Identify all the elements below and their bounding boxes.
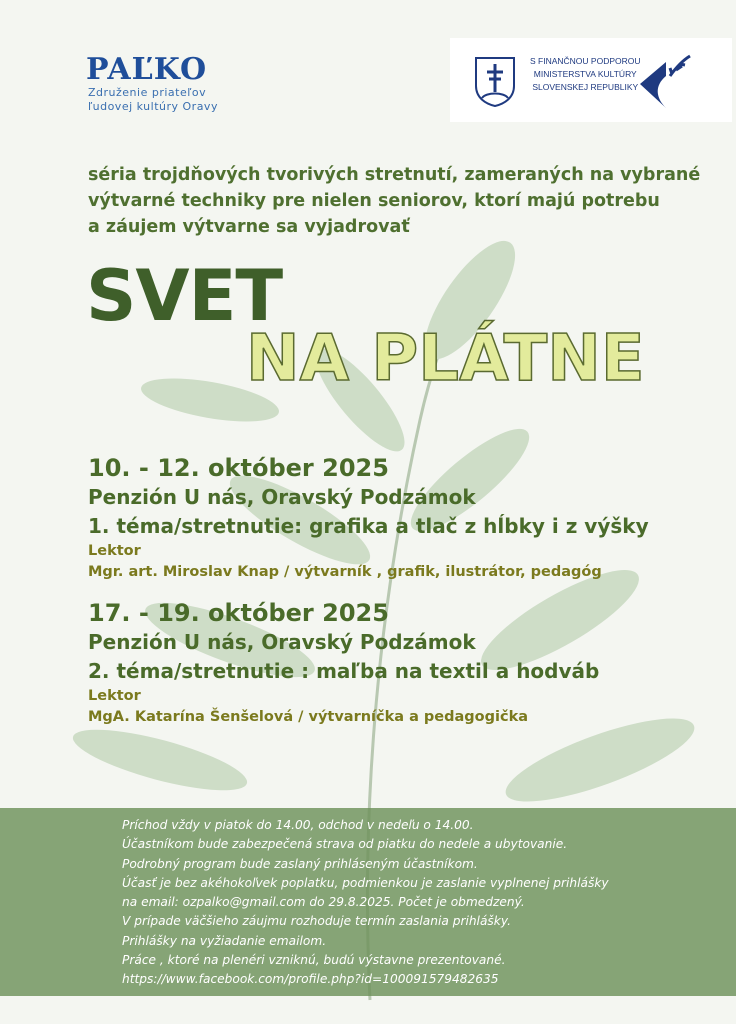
sponsor-line: MINISTERSTVA KULTÚRY xyxy=(533,69,637,79)
event-topic: 1. téma/stretnutie: grafika a tlač z hĺbky i z výšky xyxy=(88,514,649,538)
event-2 xyxy=(88,598,599,728)
logo-sub-line: Združenie priateľov xyxy=(88,86,207,99)
intro-line: séria trojdňových tvorivých stretnutí, zameraných na vybrané xyxy=(88,165,701,185)
event-place: Penzión U nás, Oravský Podzámok xyxy=(88,485,476,509)
event-1 xyxy=(88,453,649,583)
title-line-1: SVET xyxy=(86,255,283,337)
info-line: V prípade väčšieho záujmu rozhoduje termín zaslania prihlášky. xyxy=(122,914,511,929)
lektor-name: MgA. Katarína Šenšelová / výtvarníčka a pedagogička xyxy=(88,709,529,725)
slovak-coat-of-arms-icon xyxy=(474,56,516,108)
title-line-2: NA PLÁTNE xyxy=(246,322,645,396)
event-date: 10. - 12. október 2025 xyxy=(88,454,389,482)
sponsor-text xyxy=(530,55,641,94)
logo-sub-line: ľudovej kultúry Oravy xyxy=(88,100,218,113)
info-line-email: na email: ozpalko@gmail.com do 29.8.2025. Počet je obmedzený. xyxy=(122,895,525,910)
info-line: Prihlášky na vyžiadanie emailom. xyxy=(122,933,327,948)
sponsor-box xyxy=(450,38,732,122)
lektor-label: Lektor xyxy=(88,688,141,704)
info-line: Podrobný program bude zaslaný prihláseným účastníkom. xyxy=(122,856,478,871)
info-text xyxy=(122,816,609,990)
event-place: Penzión U nás, Oravský Podzámok xyxy=(88,630,476,654)
info-line: Účastníkom bude zabezpečená strava od piatku do nedele a ubytovanie. xyxy=(122,837,568,852)
info-line: Príchod vždy v piatok do 14.00, odchod v nedeľu o 14.00. xyxy=(122,818,474,832)
intro-line: výtvarné techniky pre nielen seniorov, ktorí majú potrebu xyxy=(88,191,660,211)
event-topic: 2. téma/stretnutie : maľba na textil a hodváb xyxy=(88,659,600,683)
lektor-label: Lektor xyxy=(88,543,141,559)
intro-line: a záujem výtvarne sa vyjadrovať xyxy=(88,217,410,237)
ministry-logo-icon xyxy=(636,52,696,110)
facebook-link[interactable]: https://www.facebook.com/profile.php?id=100091579482635 xyxy=(122,972,499,987)
palko-logo: PAĽKO xyxy=(86,52,208,87)
intro-text xyxy=(88,162,700,240)
lektor-name: Mgr. art. Miroslav Knap / výtvarník , grafik, ilustrátor, pedagóg xyxy=(88,564,602,580)
sponsor-line: SLOVENSKEJ REPUBLIKY xyxy=(532,82,639,92)
logo-subtitle xyxy=(88,86,218,114)
event-date: 17. - 19. október 2025 xyxy=(88,599,389,627)
info-line: Účasť je bez akéhokoľvek poplatku, podmienkou je zaslanie vyplnenej prihlášky xyxy=(122,875,609,890)
sponsor-line: S FINANČNOU PODPOROU xyxy=(530,56,641,66)
info-line: Práce , ktoré na plenéri vzniknú, budú výstavne prezentované. xyxy=(122,953,506,968)
